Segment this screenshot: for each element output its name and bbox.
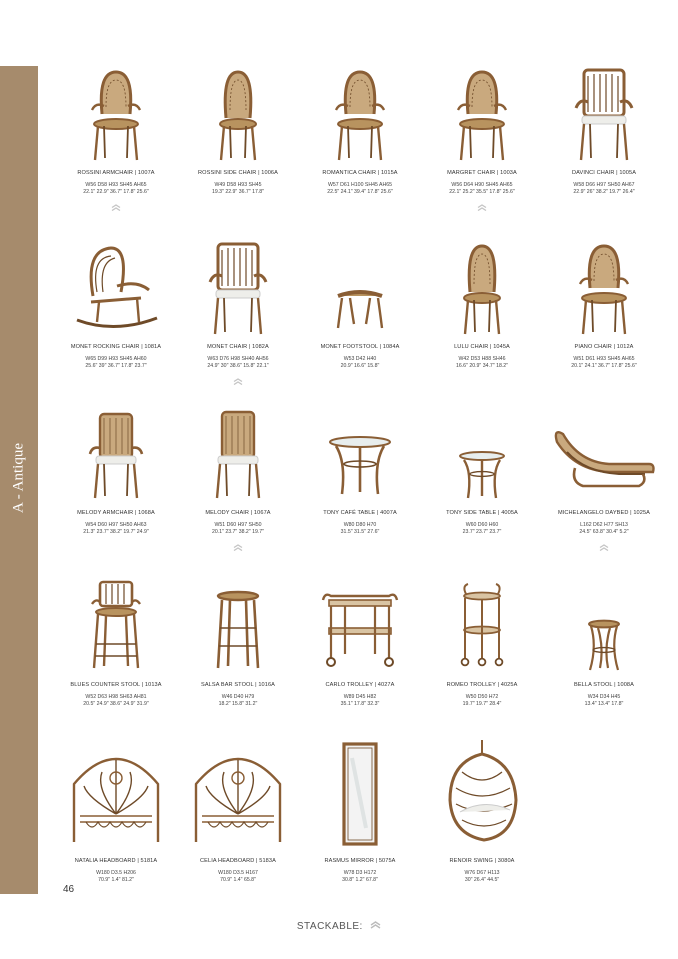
product-name: TONY CAFÉ TABLE | 4007A bbox=[323, 510, 397, 516]
product-dimensions-cm: W49 D58 H93 SH45 bbox=[214, 182, 262, 188]
product-dimensions-inch: 24.5" 63.8" 30.4" 5.2" bbox=[579, 529, 629, 535]
product-dimensions-cm: W34 D34 H45 bbox=[587, 694, 621, 700]
product-dimensions-cm: W52 D63 H98 SH63 AH81 bbox=[85, 694, 147, 700]
product-dimensions-inch: 22.5" 24.1" 39.4" 17.8" 25.6" bbox=[327, 189, 393, 195]
product-dimensions-cm: W50 D50 H72 bbox=[465, 694, 499, 700]
product-item bbox=[55, 58, 177, 208]
product-dimensions-inch: 20.1" 24.1" 36.7" 17.8" 25.6" bbox=[571, 363, 637, 369]
product-name: LULU CHAIR | 1045A bbox=[454, 344, 510, 350]
product-name: ROMANTICA CHAIR | 1015A bbox=[322, 170, 398, 176]
product-dimensions-inch: 18.2" 15.8" 31.2" bbox=[218, 701, 258, 707]
product-name: RASMUS MIRROR | 5075A bbox=[324, 858, 396, 864]
stackable-legend-label: STACKABLE: bbox=[296, 921, 363, 933]
product-item bbox=[543, 398, 665, 548]
product-dimensions-cm: W51 D60 H97 SH50 bbox=[214, 522, 262, 528]
side-chair-icon bbox=[421, 232, 543, 336]
product-item bbox=[299, 58, 421, 208]
section-tab-label: A - Antique bbox=[10, 443, 27, 513]
product-dimensions-inch: 35.1" 17.8" 32.3" bbox=[340, 701, 380, 707]
product-dimensions-inch: 20.9" 16.6" 15.8" bbox=[340, 363, 380, 369]
product-name: MONET CHAIR | 1082A bbox=[207, 344, 269, 350]
product-dimensions-cm: W56 D58 H93 SH45 AH65 bbox=[85, 182, 147, 188]
product-item bbox=[299, 728, 421, 908]
product-dimensions-inch: 70.9" 1.4" 65.8" bbox=[220, 877, 256, 883]
product-name: BLUES COUNTER STOOL | 1013A bbox=[70, 682, 162, 688]
product-dimensions-cm: W76 D67 H113 bbox=[464, 870, 500, 876]
product-dimensions-inch: 13.4" 13.4" 17.8" bbox=[584, 701, 624, 707]
product-dimensions-cm: W89 D45 H82 bbox=[343, 694, 377, 700]
product-dimensions-cm: W56 D64 H90 SH45 AH65 bbox=[451, 182, 513, 188]
product-dimensions-cm: W51 D61 H93 SH45 AH65 bbox=[573, 356, 635, 362]
product-row bbox=[55, 232, 665, 382]
product-dimensions-cm: W58 D66 H97 SH50 AH67 bbox=[573, 182, 635, 188]
product-name: CARLO TROLLEY | 4027A bbox=[325, 682, 395, 688]
stackable-icon bbox=[111, 198, 121, 205]
product-name: BELLA STOOL | 1008A bbox=[574, 682, 634, 688]
product-dimensions-cm: W60 D60 H60 bbox=[465, 522, 499, 528]
product-row bbox=[55, 58, 665, 208]
product-name: MELODY CHAIR | 1067A bbox=[205, 510, 271, 516]
product-dimensions-inch: 24.9" 30" 38.6" 15.8" 22.1" bbox=[207, 363, 269, 369]
upholstered-armchair-icon bbox=[55, 398, 177, 502]
product-dimensions-inch: 30" 26.4" 44.5" bbox=[464, 877, 500, 883]
trolley-icon bbox=[299, 570, 421, 674]
product-dimensions-inch: 20.1" 23.7" 38.2" 19.7" bbox=[211, 529, 265, 535]
product-name: RENOIR SWING | 3080A bbox=[449, 858, 515, 864]
product-row bbox=[55, 398, 665, 548]
page-number: 46 bbox=[63, 884, 75, 895]
product-name: MONET FOOTSTOOL | 1084A bbox=[320, 344, 400, 350]
product-item bbox=[421, 58, 543, 208]
product-item bbox=[543, 58, 665, 208]
product-name: ROSSINI SIDE CHAIR | 1006A bbox=[198, 170, 278, 176]
product-dimensions-cm: W65 D99 H93 SH45 AH60 bbox=[85, 356, 147, 362]
product-dimensions-inch: 21.3" 23.7" 38.2" 19.7" 24.9" bbox=[83, 529, 149, 535]
product-dimensions-inch: 23.7" 23.7" 23.7" bbox=[462, 529, 502, 535]
product-name: DAVINCI CHAIR | 1005A bbox=[571, 170, 637, 176]
product-item bbox=[543, 570, 665, 720]
product-dimensions-cm: W57 D61 H100 SH45 AH65 bbox=[327, 182, 392, 188]
product-dimensions-cm: W78 D3 H172 bbox=[343, 870, 377, 876]
side-chair-icon bbox=[177, 58, 299, 162]
stackable-icon bbox=[370, 921, 381, 932]
product-dimensions-cm: L162 D62 H77 SH13 bbox=[580, 522, 628, 528]
armchair-icon bbox=[55, 58, 177, 162]
product-dimensions-cm: W46 D40 H79 bbox=[221, 694, 255, 700]
bar-stool-icon bbox=[177, 570, 299, 674]
product-name: MICHELANGELO DAYBED | 1025A bbox=[557, 510, 651, 516]
product-item bbox=[299, 232, 421, 382]
product-dimensions-inch: 19.7" 19.7" 28.4" bbox=[462, 701, 502, 707]
product-item bbox=[177, 570, 299, 720]
product-dimensions-inch: 16.6" 20.9" 34.7" 18.2" bbox=[455, 363, 509, 369]
hanging-swing-icon bbox=[421, 728, 543, 848]
product-item bbox=[421, 232, 543, 382]
product-item bbox=[299, 398, 421, 548]
product-item bbox=[543, 232, 665, 382]
product-name: SALSA BAR STOOL | 1016A bbox=[200, 682, 276, 688]
counter-stool-icon bbox=[55, 570, 177, 674]
product-item bbox=[177, 728, 299, 908]
armchair-icon bbox=[421, 58, 543, 162]
upholstered-chair-icon bbox=[177, 398, 299, 502]
product-name: MARGRET CHAIR | 1003A bbox=[447, 170, 517, 176]
product-name: ROSSINI ARMCHAIR | 1007A bbox=[77, 170, 155, 176]
product-name: MELODY ARMCHAIR | 1068A bbox=[77, 510, 155, 516]
product-dimensions-inch: 25.6" 39" 36.7" 17.8" 23.7" bbox=[85, 363, 147, 369]
product-dimensions-inch: 70.9" 1.4" 81.2" bbox=[98, 877, 134, 883]
headboard-icon bbox=[177, 728, 299, 848]
daybed-icon bbox=[543, 398, 665, 502]
product-item bbox=[177, 232, 299, 382]
product-name: ROMEO TROLLEY | 4025A bbox=[446, 682, 518, 688]
rocking-chair-icon bbox=[55, 232, 177, 336]
footstool-icon bbox=[299, 232, 421, 336]
product-dimensions-cm: W54 D60 H97 SH50 AH63 bbox=[85, 522, 147, 528]
product-item bbox=[421, 728, 543, 908]
product-dimensions-inch: 20.5" 24.9" 38.6" 24.9" 31.9" bbox=[83, 701, 149, 707]
product-dimensions-cm: W42 D53 H88 SH46 bbox=[458, 356, 506, 362]
product-dimensions-cm: W80 D80 H70 bbox=[343, 522, 377, 528]
product-dimensions-cm: W63 D76 H98 SH40 AH56 bbox=[207, 356, 269, 362]
product-name: MONET ROCKING CHAIR | 1081A bbox=[70, 344, 162, 350]
stackable-legend bbox=[0, 921, 678, 932]
product-item bbox=[177, 398, 299, 548]
armchair-icon bbox=[543, 232, 665, 336]
armchair-icon bbox=[299, 58, 421, 162]
lounge-chair-icon bbox=[177, 232, 299, 336]
stool-icon bbox=[543, 570, 665, 674]
lounge-chair-icon bbox=[543, 58, 665, 162]
side-table-icon bbox=[421, 398, 543, 502]
stackable-icon bbox=[599, 538, 609, 545]
product-item bbox=[55, 398, 177, 548]
stackable-icon bbox=[477, 198, 487, 205]
product-name: CELIA HEADBOARD | 5183A bbox=[200, 858, 276, 864]
product-item bbox=[421, 398, 543, 548]
product-item bbox=[299, 570, 421, 720]
cafe-table-icon bbox=[299, 398, 421, 502]
round-trolley-icon bbox=[421, 570, 543, 674]
product-dimensions-inch: 22.9" 26" 38.2" 19.7" 26.4" bbox=[573, 189, 635, 195]
mirror-icon bbox=[299, 728, 421, 848]
headboard-icon bbox=[55, 728, 177, 848]
product-row bbox=[55, 728, 665, 908]
product-row bbox=[55, 570, 665, 720]
product-name: TONY SIDE TABLE | 4005A bbox=[446, 510, 518, 516]
product-dimensions-inch: 31.5" 31.5" 27.6" bbox=[340, 529, 380, 535]
product-name: NATALIA HEADBOARD | 5181A bbox=[74, 858, 158, 864]
product-item bbox=[55, 728, 177, 908]
product-item bbox=[55, 570, 177, 720]
product-dimensions-inch: 22.1" 25.2" 35.5" 17.8" 25.6" bbox=[449, 189, 515, 195]
product-item bbox=[55, 232, 177, 382]
product-item bbox=[421, 570, 543, 720]
stackable-icon bbox=[233, 538, 243, 545]
product-dimensions-cm: W180 D3.5 H206 bbox=[96, 870, 136, 876]
product-name: PIANO CHAIR | 1012A bbox=[574, 344, 634, 350]
product-dimensions-inch: 19.3" 22.9" 36.7" 17.8" bbox=[211, 189, 265, 195]
product-dimensions-cm: W53 D42 H40 bbox=[343, 356, 377, 362]
stackable-icon bbox=[233, 372, 243, 379]
product-item bbox=[177, 58, 299, 208]
product-dimensions-inch: 22.1" 22.9" 36.7" 17.8" 25.6" bbox=[83, 189, 149, 195]
product-dimensions-cm: W180 D3.5 H167 bbox=[218, 870, 258, 876]
product-dimensions-inch: 30.8" 1.2" 67.8" bbox=[342, 877, 378, 883]
